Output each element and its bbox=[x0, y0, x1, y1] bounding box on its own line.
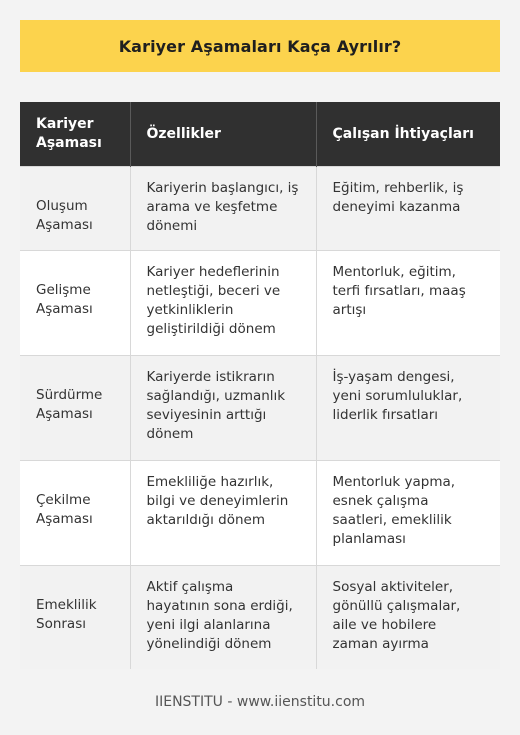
features-cell: Kariyerde istikrarın sağlandığı, uzmanlık seviyesinin arttığı dönem bbox=[130, 356, 316, 461]
stage-cell: Sürdürme Aşaması bbox=[20, 356, 130, 461]
table-header-row bbox=[20, 102, 500, 167]
header-employee-needs: Çalışan İhtiyaçları bbox=[316, 102, 500, 167]
table-row bbox=[20, 251, 500, 356]
needs-cell: Mentorluk yapma, esnek çalışma saatleri, emeklilik planlaması bbox=[316, 461, 500, 566]
needs-cell: Mentorluk, eğitim, terfi fırsatları, maaş artışı bbox=[316, 251, 500, 356]
career-stages-table bbox=[20, 102, 500, 669]
title-banner bbox=[20, 20, 500, 72]
table-row bbox=[20, 356, 500, 461]
features-cell: Kariyer hedeflerinin netleştiği, beceri ve yetkinliklerin geliştirildiği dönem bbox=[130, 251, 316, 356]
stage-cell: Oluşum Aşaması bbox=[20, 167, 130, 251]
header-features: Özellikler bbox=[130, 102, 316, 167]
features-cell: Emekliliğe hazırlık, bilgi ve deneyimlerin aktarıldığı dönem bbox=[130, 461, 316, 566]
needs-cell: Sosyal aktiviteler, gönüllü çalışmalar, aile ve hobilere zaman ayırma bbox=[316, 566, 500, 669]
table-row bbox=[20, 566, 500, 669]
page-title: Kariyer Aşamaları Kaça Ayrılır? bbox=[118, 36, 402, 56]
header-career-stage: Kariyer Aşaması bbox=[20, 102, 130, 167]
stage-cell: Gelişme Aşaması bbox=[20, 251, 130, 356]
stage-cell: Çekilme Aşaması bbox=[20, 461, 130, 566]
table-row bbox=[20, 461, 500, 566]
features-cell: Aktif çalışma hayatının sona erdiği, yeni ilgi alanlarına yönelindiği dönem bbox=[130, 566, 316, 669]
features-cell: Kariyerin başlangıcı, iş arama ve keşfetme dönemi bbox=[130, 167, 316, 251]
needs-cell: İş-yaşam dengesi, yeni sorumluluklar, liderlik fırsatları bbox=[316, 356, 500, 461]
table-row bbox=[20, 167, 500, 251]
stage-cell: Emeklilik Sonrası bbox=[20, 566, 130, 669]
footer-credit: IIENSTITU - www.iienstitu.com bbox=[154, 694, 366, 710]
needs-cell: Eğitim, rehberlik, iş deneyimi kazanma bbox=[316, 167, 500, 251]
